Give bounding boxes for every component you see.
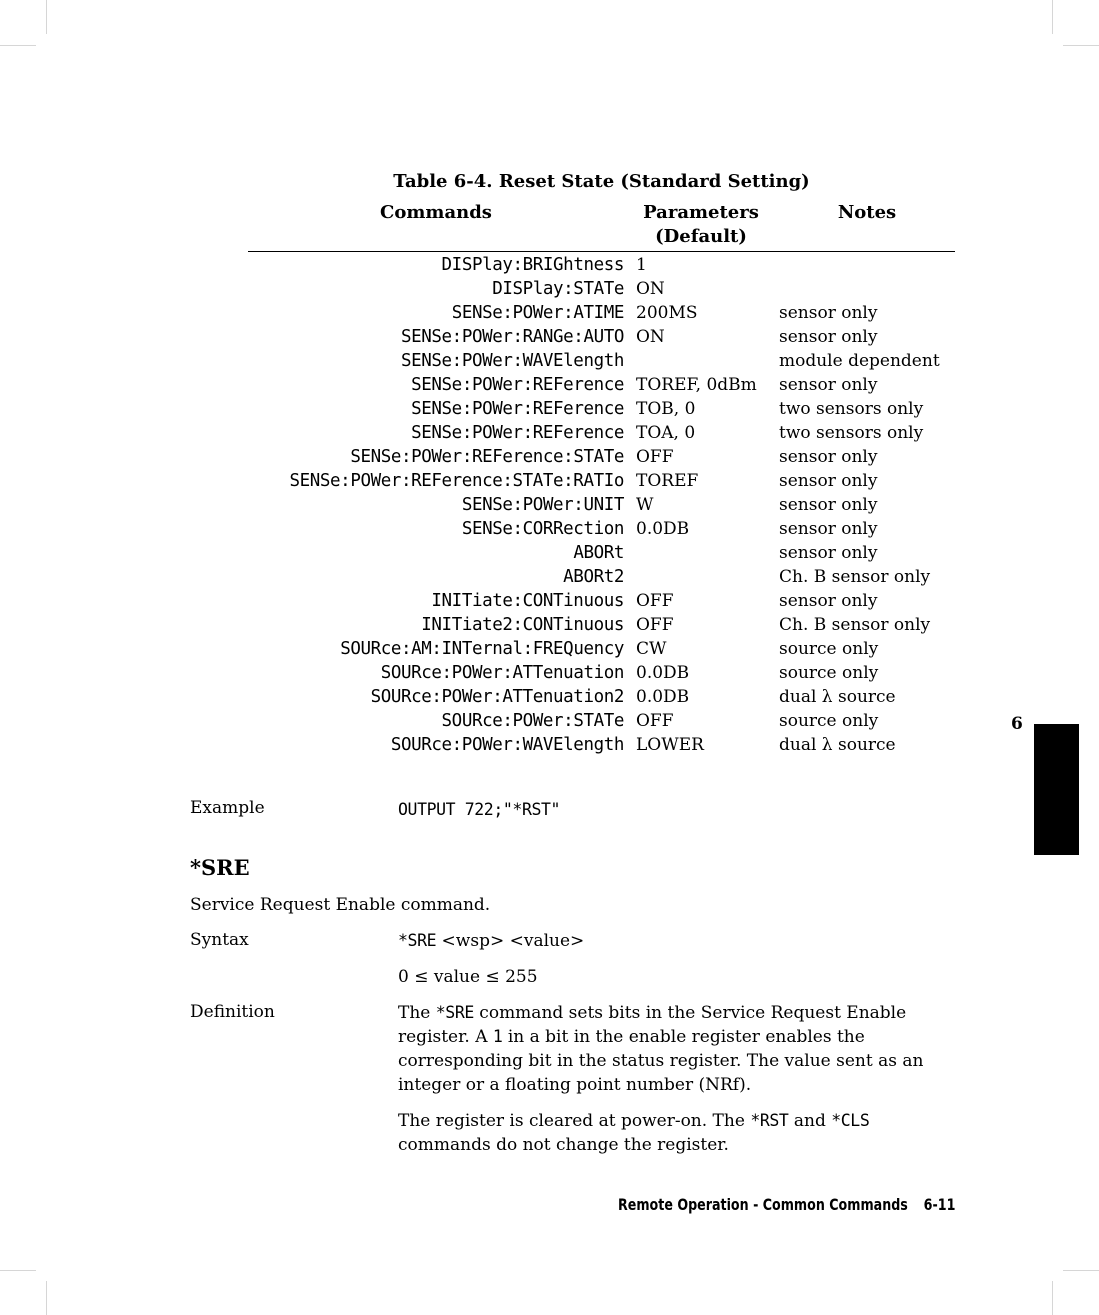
note-cell: source only	[779, 639, 879, 659]
syntax-line	[398, 929, 958, 953]
text-run: and	[788, 1111, 832, 1131]
command-cell: ABORt	[573, 543, 624, 563]
table-row	[248, 614, 955, 638]
note-cell: sensor only	[779, 471, 878, 491]
note-cell: sensor only	[779, 447, 878, 467]
table-row	[248, 326, 955, 350]
note-cell: sensor only	[779, 495, 878, 515]
table-row	[248, 422, 955, 446]
footer-page-number: 6-11	[923, 1195, 955, 1214]
note-cell: sensor only	[779, 303, 878, 323]
header-commands: Commands	[380, 202, 492, 223]
note-cell: two sensors only	[779, 423, 924, 443]
header-notes: Notes	[837, 202, 897, 223]
crop-mark	[0, 45, 36, 46]
parameter-cell: 1	[636, 255, 647, 275]
command-cell: SENSe:CORRection	[461, 519, 624, 539]
parameter-cell: OFF	[636, 615, 674, 635]
note-cell: sensor only	[779, 375, 878, 395]
definition-paragraph-1	[398, 1001, 958, 1097]
sre-description: Service Request Enable command.	[190, 895, 491, 915]
syntax-args: <wsp> <value>	[441, 931, 585, 951]
text-run: in a bit in the enable register enables the corresponding bit in the status register. The value sent as an integer or a floating point number (NRf).	[398, 1027, 924, 1095]
note-cell: module dependent	[779, 351, 940, 371]
table-row	[248, 590, 955, 614]
note-cell: sensor only	[779, 591, 878, 611]
syntax-command: *SRE	[398, 931, 437, 950]
text-run: command sets bits in the Service Request Enable register. A	[398, 1003, 907, 1047]
example-code: OUTPUT 722;"*RST"	[398, 800, 561, 819]
crop-mark	[0, 1270, 36, 1271]
table-row	[248, 350, 955, 374]
table-row	[248, 638, 955, 662]
text-run: commands do not change the register.	[398, 1135, 729, 1155]
reset-state-table	[248, 254, 955, 758]
note-cell: sensor only	[779, 519, 878, 539]
command-cell: SENSe:POWer:REFerence:STATe:RATIo	[289, 471, 624, 491]
parameter-cell: 200MS	[636, 303, 698, 323]
command-cell: DISPlay:BRIGhtness	[441, 255, 624, 275]
page-footer	[618, 1195, 955, 1214]
command-cell: SOURce:POWer:WAVElength	[390, 735, 624, 755]
crop-mark	[46, 0, 47, 34]
command-cell: SENSe:POWer:RANGe:AUTO	[401, 327, 624, 347]
code-run: 1	[492, 1027, 503, 1046]
table-row	[248, 374, 955, 398]
parameter-cell: TOA, 0	[636, 423, 696, 443]
command-cell: SOURce:POWer:ATTenuation	[380, 663, 624, 683]
command-cell: SENSe:POWer:WAVElength	[401, 351, 624, 371]
table-title: Table 6-4. Reset State (Standard Setting)	[393, 171, 810, 192]
header-parameters-line1: Parameters	[643, 202, 759, 223]
table-row	[248, 542, 955, 566]
parameter-cell: TOREF	[636, 471, 699, 491]
command-cell: SENSe:POWer:REFerence	[411, 423, 624, 443]
syntax-label: Syntax	[190, 930, 249, 950]
note-cell: dual λ source	[779, 687, 896, 707]
code-run: *CLS	[831, 1111, 870, 1130]
parameter-cell: 0.0DB	[636, 519, 690, 539]
command-cell: INITiate:CONTinuous	[431, 591, 624, 611]
code-run: *SRE	[435, 1003, 474, 1022]
table-row	[248, 254, 955, 278]
header-parameters-line2: (Default)	[655, 226, 747, 247]
table-row	[248, 470, 955, 494]
parameter-cell: TOREF, 0dBm	[636, 375, 757, 395]
parameter-cell: LOWER	[636, 735, 704, 755]
table-row	[248, 686, 955, 710]
table-row	[248, 494, 955, 518]
example-label: Example	[190, 798, 265, 818]
command-cell: SOURce:POWer:STATe	[441, 711, 624, 731]
header-parameters	[636, 201, 766, 249]
command-cell: SENSe:POWer:REFerence	[411, 375, 624, 395]
definition-label: Definition	[190, 1002, 275, 1022]
note-cell: source only	[779, 711, 879, 731]
table-row	[248, 710, 955, 734]
command-cell: SENSe:POWer:ATIME	[451, 303, 624, 323]
command-cell: DISPlay:STATe	[492, 279, 624, 299]
note-cell: Ch. B sensor only	[779, 615, 931, 635]
parameter-cell: OFF	[636, 711, 674, 731]
parameter-cell: TOB, 0	[636, 399, 696, 419]
table-row	[248, 398, 955, 422]
value-range: 0 ≤ value ≤ 255	[398, 967, 538, 987]
command-cell: SOURce:AM:INTernal:FREQuency	[340, 639, 624, 659]
table-header-rule	[248, 251, 955, 252]
crop-mark	[1063, 45, 1099, 46]
text-run: The	[398, 1003, 436, 1023]
table-row	[248, 518, 955, 542]
table-row	[248, 446, 955, 470]
note-cell: Ch. B sensor only	[779, 567, 931, 587]
command-cell: SOURce:POWer:ATTenuation2	[370, 687, 624, 707]
note-cell: dual λ source	[779, 735, 896, 755]
crop-mark	[1052, 1281, 1053, 1315]
table-row	[248, 662, 955, 686]
command-cell: INITiate2:CONTinuous	[421, 615, 624, 635]
parameter-cell: CW	[636, 639, 667, 659]
table-row	[248, 278, 955, 302]
parameter-cell: 0.0DB	[636, 663, 690, 683]
sre-heading: *SRE	[190, 855, 250, 880]
command-cell: SENSe:POWer:REFerence:STATe	[350, 447, 624, 467]
parameter-cell: OFF	[636, 591, 674, 611]
note-cell: two sensors only	[779, 399, 924, 419]
parameter-cell: ON	[636, 279, 665, 299]
chapter-tab	[1034, 724, 1079, 855]
chapter-number: 6	[1011, 714, 1023, 734]
table-row	[248, 302, 955, 326]
table-row	[248, 734, 955, 758]
crop-mark	[1052, 0, 1053, 34]
parameter-cell: 0.0DB	[636, 687, 690, 707]
command-cell: ABORt2	[563, 567, 624, 587]
table-row	[248, 566, 955, 590]
command-cell: SENSe:POWer:UNIT	[461, 495, 624, 515]
parameter-cell: W	[636, 495, 654, 515]
crop-mark	[46, 1281, 47, 1315]
footer-section: Remote Operation - Common Commands	[617, 1195, 908, 1214]
note-cell: sensor only	[779, 543, 878, 563]
code-run: *RST	[750, 1111, 789, 1130]
note-cell: source only	[779, 663, 879, 683]
text-run: The register is cleared at power-on. The	[398, 1111, 751, 1131]
definition-paragraph-2	[398, 1109, 958, 1157]
note-cell: sensor only	[779, 327, 878, 347]
parameter-cell: OFF	[636, 447, 674, 467]
command-cell: SENSe:POWer:REFerence	[411, 399, 624, 419]
crop-mark	[1063, 1270, 1099, 1271]
parameter-cell: ON	[636, 327, 665, 347]
